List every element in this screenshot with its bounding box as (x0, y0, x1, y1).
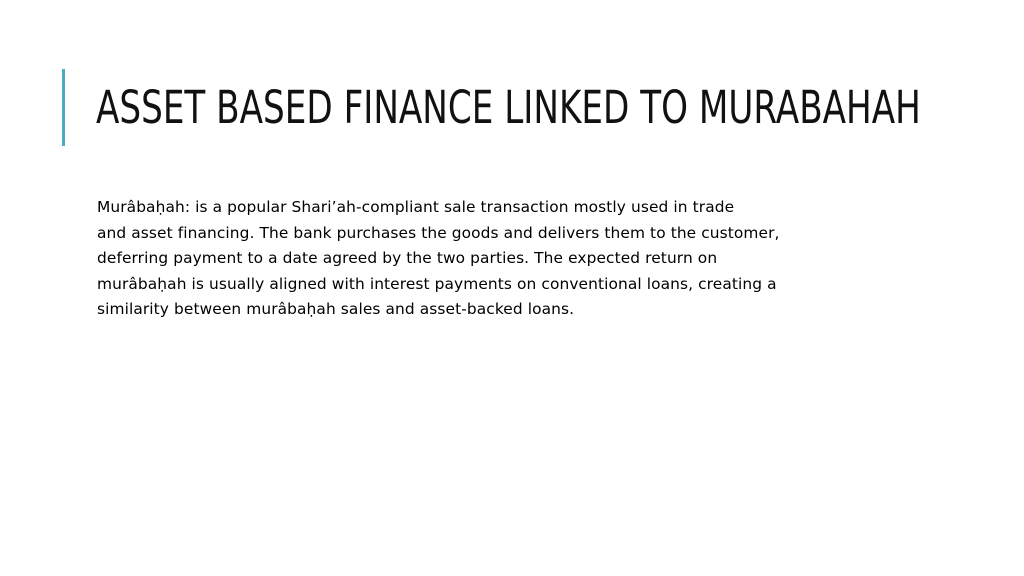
body-line-5: similarity between murâbaḥah sales and asset-backed loans. (97, 300, 575, 318)
slide-title: ASSET BASED FINANCE LINKED TO MURABAHAH (96, 81, 921, 134)
body-line-2: and asset financing. The bank purchases the goods and delivers them to the customer, (97, 223, 780, 242)
body-line-4: murâbaḥah is usually aligned with interest payments on conventional loans, creating a (97, 274, 777, 293)
slide-body-text (97, 195, 912, 323)
title-accent-bar (62, 69, 65, 146)
body-line-3: deferring payment to a date agreed by the two parties. The expected return on (97, 249, 718, 267)
body-line-1: Murâbaḥah: is a popular Shari’ah-compliant sale transaction mostly used in trade (97, 198, 735, 216)
